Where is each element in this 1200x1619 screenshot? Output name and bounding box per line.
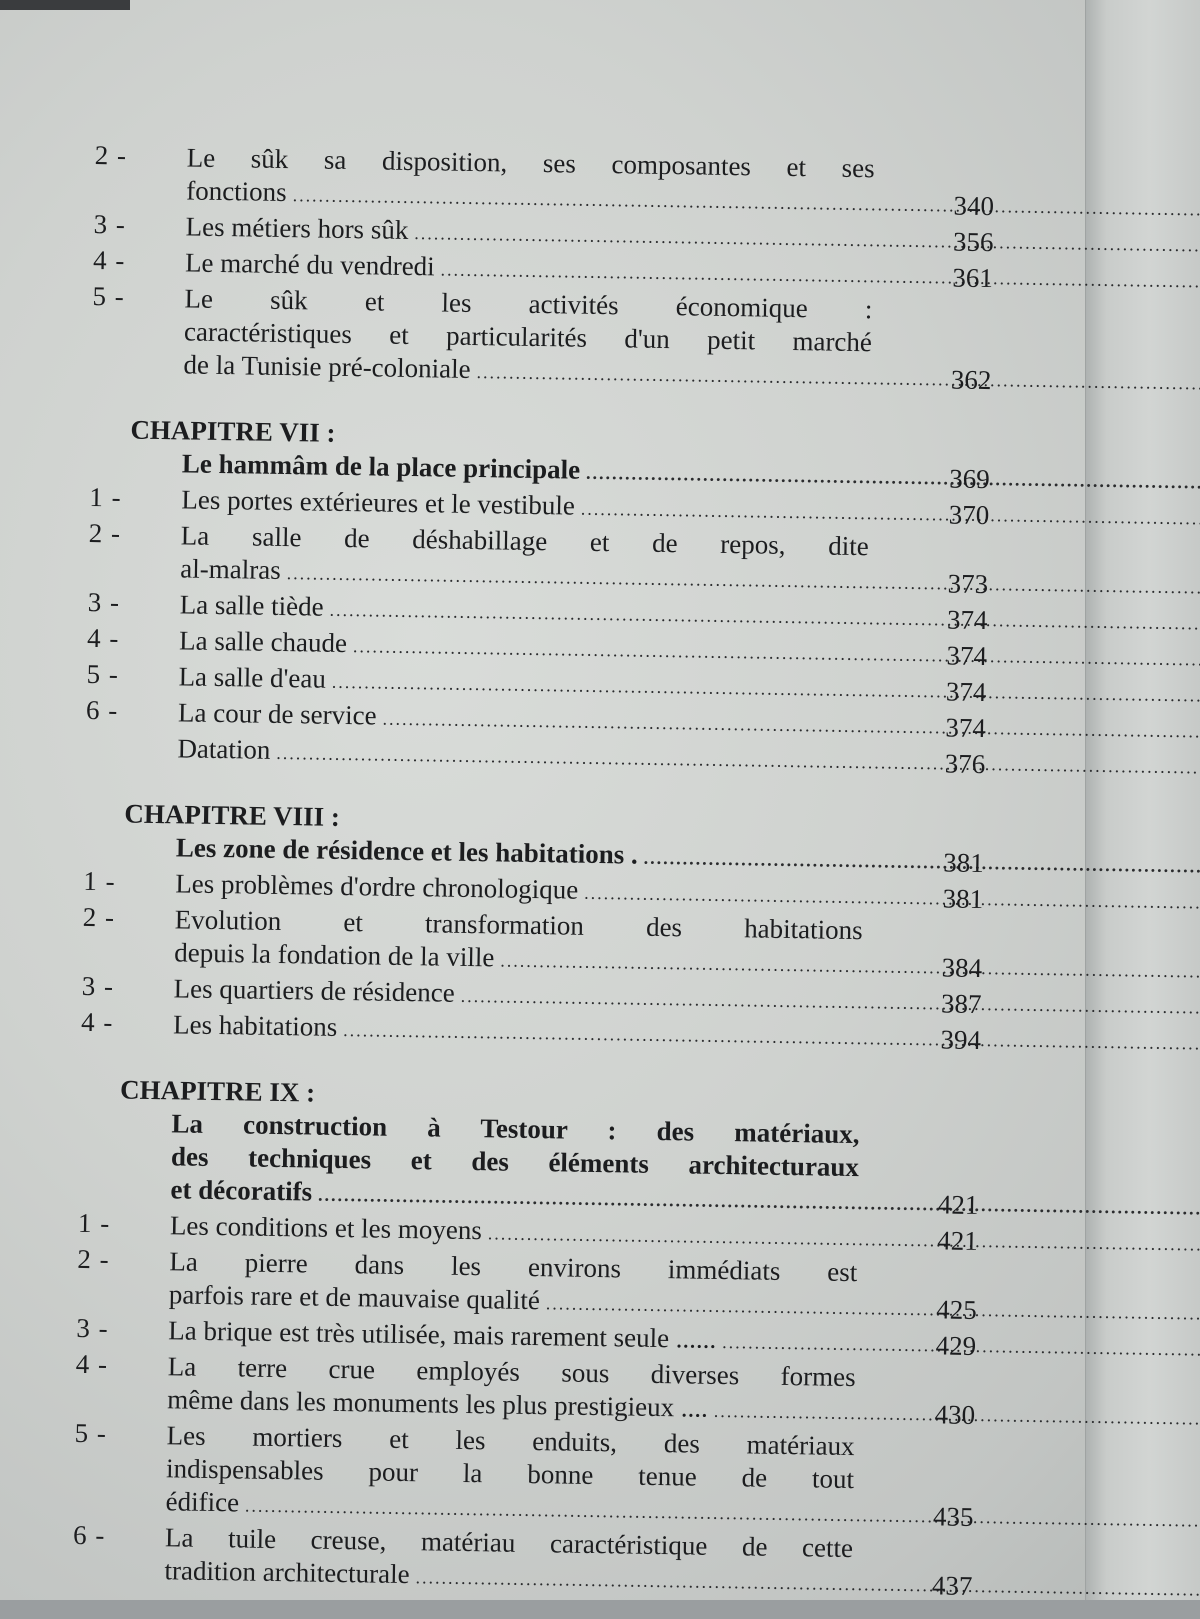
- entry-line: Le sûk et les activités économique :: [184, 283, 873, 325]
- entry-last-line: même dans les monuments les plus prestigieux ....: [166, 1384, 709, 1423]
- entry-number: 3 -: [81, 970, 115, 1002]
- entry-number: 3 -: [93, 208, 127, 240]
- dot-leader: [415, 1567, 1200, 1607]
- page-number: 376: [944, 748, 986, 780]
- entry-text: [164, 1521, 853, 1601]
- entry-number: 5 -: [86, 658, 120, 690]
- page-number: 430: [934, 1399, 976, 1430]
- entry-last-line: La salle d'eau: [178, 661, 327, 694]
- page-number: 384: [941, 952, 983, 984]
- entry-last-line: La cour de service: [177, 697, 377, 731]
- entry-last-line: tradition architecturale: [164, 1555, 410, 1590]
- dot-leader: [343, 1020, 1200, 1060]
- chapter-heading: CHAPITRE VII :: [130, 414, 336, 448]
- page-number: 361: [952, 262, 994, 294]
- entry-number: 6 -: [72, 1519, 106, 1551]
- entry-last-line: La salle chaude: [178, 625, 348, 659]
- chapter-heading: CHAPITRE VIII :: [124, 798, 341, 832]
- entry-line: caractéristiques et particularités d'un petit marché: [183, 316, 873, 358]
- entry-line: indispensables pour la bonne tenue de tout: [165, 1453, 855, 1495]
- entry-number: 3 -: [76, 1312, 109, 1344]
- entry-number: 6 -: [85, 694, 119, 726]
- chapter-heading: CHAPITRE IX :: [119, 1074, 316, 1108]
- entry-last-line: parfois rare et de mauvaise qualité: [168, 1279, 541, 1316]
- page-number: 381: [942, 883, 984, 915]
- entry-number: 1 -: [77, 1207, 111, 1239]
- entry-line: des techniques et des éléments architecturaux: [170, 1141, 860, 1183]
- entry-last-line: fonctions: [185, 175, 287, 208]
- entry-line: La pierre dans les environs immédiats est: [169, 1246, 858, 1288]
- page-number: 381: [943, 847, 984, 879]
- page-number: 373: [947, 568, 989, 600]
- toc-entry: [72, 1520, 973, 1603]
- page-number: 369: [949, 463, 991, 495]
- entry-text: [167, 1350, 856, 1430]
- page-number: 421: [937, 1189, 979, 1221]
- entry-number: 5 -: [74, 1417, 108, 1449]
- page-number: 374: [945, 676, 987, 708]
- entry-last-line: Les zone de résidence et les habitations .: [175, 832, 639, 870]
- entry-number: 1 -: [83, 865, 116, 897]
- page-number: 435: [932, 1501, 974, 1532]
- toc-entry: [91, 281, 992, 397]
- page-number: 394: [940, 1024, 982, 1056]
- entry-number: 4 -: [75, 1348, 109, 1380]
- entry-line: La construction à Testour : des matériaux,: [171, 1108, 860, 1150]
- entry-last-line: La brique est très utilisée, mais rarement seule ......: [168, 1315, 717, 1354]
- entry-number: 3 -: [87, 586, 121, 618]
- entry-last-line: édifice: [165, 1486, 240, 1518]
- entry-number: 2 -: [82, 901, 116, 933]
- entry-last-line: Le marché du vendredi: [184, 247, 435, 282]
- entry-number: [86, 731, 166, 732]
- page-number: 437: [931, 1570, 973, 1601]
- entry-last-line: Le hammâm de la place principale: [181, 448, 581, 485]
- entry-last-line: depuis la fondation de la ville: [174, 937, 495, 973]
- entry-text: [183, 282, 873, 395]
- chapter-title-entry: [78, 1106, 979, 1222]
- entry-number: 4 -: [80, 1006, 114, 1038]
- entry-last-line: de la Tunisie pré-coloniale: [183, 349, 471, 384]
- entry-text: [174, 903, 863, 983]
- page-number: 421: [937, 1225, 979, 1257]
- page-number: 370: [948, 499, 990, 531]
- page-number: 340: [953, 190, 995, 222]
- entry-number: 2 -: [94, 140, 128, 171]
- entry-line: Les mortiers et les enduits, des matériaux: [166, 1420, 855, 1462]
- table-of-contents: [72, 140, 995, 1603]
- entry-last-line: Les quartiers de résidence: [173, 973, 456, 1008]
- entry-number: 5 -: [92, 280, 126, 312]
- entry-last-line: Les problèmes d'ordre chronologique: [175, 868, 579, 905]
- page-number: 374: [945, 712, 987, 744]
- entry-line: La terre crue employés sous diverses formes: [167, 1351, 856, 1393]
- page-number: 374: [946, 640, 988, 672]
- entry-number: 2 -: [88, 517, 122, 549]
- page-number: 425: [936, 1294, 977, 1325]
- entry-last-line: et décoratifs: [170, 1174, 313, 1207]
- entry-last-line: La salle tiède: [179, 589, 324, 622]
- entry-text: [180, 519, 869, 599]
- page-number: 374: [946, 604, 988, 636]
- entry-text: [169, 1245, 858, 1325]
- entry-line: Le sûk sa disposition, ses composantes et ses: [186, 142, 875, 184]
- entry-last-line: Datation: [177, 733, 271, 765]
- entry-last-line: Les portes extérieures et le vestibule: [181, 484, 576, 521]
- entry-last-line: Les habitations: [172, 1009, 338, 1042]
- binding-shadow: [0, 0, 130, 10]
- page-number: 429: [935, 1330, 977, 1361]
- entry-text: [186, 141, 875, 221]
- entry-line: La tuile creuse, matériau caractéristique de cette: [164, 1522, 854, 1564]
- entry-text: [170, 1107, 860, 1220]
- entry-last-line: Les métiers hors sûk: [185, 211, 409, 245]
- entry-number: 1 -: [89, 481, 122, 513]
- toc-entry: [73, 1418, 974, 1534]
- entry-last-line: Les conditions et les moyens: [169, 1210, 483, 1246]
- entry-last-line: al-malras: [180, 553, 281, 585]
- page-number: 387: [940, 988, 982, 1020]
- entry-text: [165, 1419, 855, 1532]
- entry-number: 4 -: [92, 244, 126, 276]
- entry-line: La salle de déshabillage et de repos, dite: [180, 520, 869, 562]
- page-number: 362: [950, 364, 992, 396]
- entry-line: Evolution et transformation des habitations: [174, 904, 863, 946]
- dot-leader: [276, 743, 1200, 783]
- page-number: 356: [952, 226, 994, 258]
- entry-number: 2 -: [77, 1243, 110, 1275]
- entry-number: 4 -: [86, 622, 120, 654]
